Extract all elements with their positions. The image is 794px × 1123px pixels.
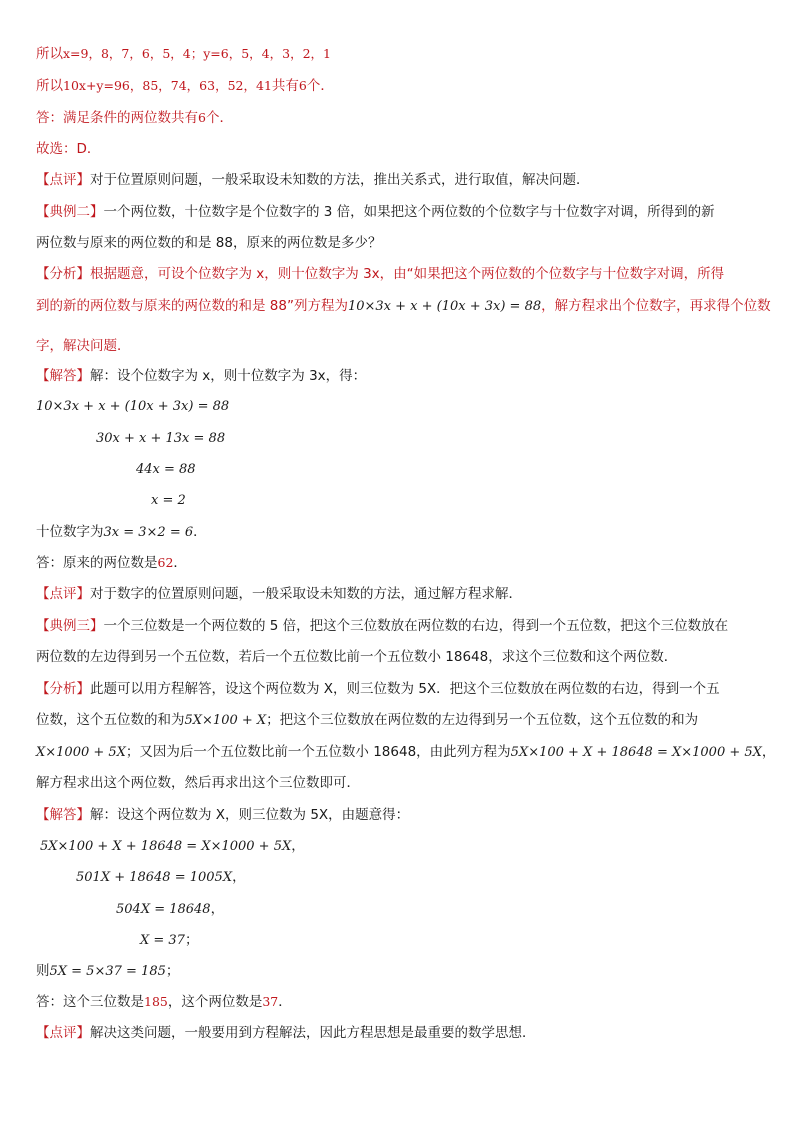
section-tag: 【点评】 <box>36 586 90 602</box>
text: 到的新的两位数与原来的两位数的和是 88”列方程为 <box>36 298 348 314</box>
line-25-solution <box>36 805 764 825</box>
equation: 504X = 18648 <box>116 902 211 917</box>
text: ；把这个三位数放在两位数的左边得到另一个五位数，这个五位数的和为 <box>266 712 699 728</box>
text: 共有 <box>271 78 299 94</box>
line-6-example-2 <box>36 202 764 222</box>
equation: 501X + 18648 = 1005X <box>76 870 233 885</box>
line-18-comment <box>36 584 764 604</box>
text: ； <box>165 963 180 979</box>
text: 答：原来的两位数是 <box>36 555 158 571</box>
text: 解：设个位数字为 x，则十位数字为 3x，得： <box>90 368 367 384</box>
text: 字，解决问题． <box>36 338 131 354</box>
equation-step-2 <box>96 428 764 448</box>
text: 十位数字为 <box>36 524 104 540</box>
line-31-answer <box>36 992 764 1012</box>
text: ． <box>278 994 292 1010</box>
equation-step-1 <box>36 396 764 416</box>
line-10 <box>36 336 764 356</box>
text: 两位数与原来的两位数的和是 88，原来的两位数是多少？ <box>36 235 382 251</box>
count: 6 <box>298 78 307 93</box>
line-30 <box>36 961 764 981</box>
line-7 <box>36 233 764 253</box>
equation: 30x + x + 13x = 88 <box>96 431 226 446</box>
line-23 <box>36 742 776 762</box>
text: 故选：D． <box>36 141 101 157</box>
line-32-comment <box>36 1023 764 1043</box>
line-3-answer <box>36 108 764 128</box>
line-20 <box>36 647 764 667</box>
count: 6 <box>198 110 206 125</box>
equation: 5X×100 + X <box>184 713 267 728</box>
section-tag: 【解答】 <box>36 807 90 823</box>
equation-step-6 <box>76 867 764 887</box>
text: ；又因为后一个五位数比前一个五位数小 18648，由此列方程为 <box>125 744 511 760</box>
section-tag: 【点评】 <box>36 172 90 188</box>
line-2 <box>36 76 764 96</box>
line-21-analysis <box>36 679 764 699</box>
text: 个． <box>306 78 334 94</box>
equation: 10×3x + x + (10x + 3x) = 88 <box>347 299 542 314</box>
values-list: x=9，8，7，6，5，4；y=6，5，4，3，2，1 <box>63 46 331 61</box>
text: ； <box>184 932 199 948</box>
text: 解决这类问题，一般要用到方程解法，因此方程思想是最重要的数学思想． <box>90 1025 536 1041</box>
text: 所以 <box>36 46 63 62</box>
section-tag: 【典例三】 <box>36 618 104 634</box>
line-8-analysis <box>36 264 764 284</box>
line-22 <box>36 710 764 730</box>
equation: 5X×100 + X + 18648 = X×1000 + 5X <box>510 745 762 760</box>
equation: X×1000 + 5X <box>36 745 126 760</box>
answer-value: 62 <box>157 555 174 570</box>
text: 根据题意，可设个位数字为 x，则十位数字为 3x，由“如果把这个两位数的个位数字与十位数字对调，所得 <box>90 266 725 282</box>
section-tag: 【点评】 <box>36 1025 90 1041</box>
equation: X = 37 <box>140 933 185 948</box>
text: 对于数字的位置原则问题，一般采取设未知数的方法，通过解方程求解． <box>90 586 522 602</box>
text: 解方程求出这个两位数，然后再求出这个三位数即可． <box>36 775 360 791</box>
equation: 5X×100 + X + 18648 = X×1000 + 5X <box>40 839 292 854</box>
text: ， <box>291 838 305 854</box>
equation-step-3 <box>136 459 764 479</box>
equation-step-7 <box>116 899 764 919</box>
line-16 <box>36 522 764 542</box>
equation: x = 2 <box>151 493 186 508</box>
text: 两位数的左边得到另一个五位数，若后一个五位数比前一个五位数小 18648，求这个三位数和这个两位数． <box>36 649 678 665</box>
text: 此题可以用方程解答，设这个两位数为 X，则三位数为 5X．把这个三位数放在两位数的右边，得到一个五 <box>90 681 720 697</box>
text: ，这个两位数是 <box>167 994 263 1010</box>
equation-step-8 <box>140 930 764 950</box>
values-list: 10x+y=96，85，74，63，52，41 <box>63 78 272 93</box>
text: ，解方程求出个位数字，再求得个位数 <box>541 298 771 314</box>
line-19-example-3 <box>36 616 764 636</box>
text: 位数，这个五位数的和为 <box>36 712 185 728</box>
text: ． <box>193 524 207 540</box>
answer-value: 37 <box>262 994 279 1009</box>
text: 解：设这个两位数为 X，则三位数为 5X，由题意得： <box>90 807 410 823</box>
text: ， <box>232 869 246 885</box>
line-4-choice <box>36 139 764 159</box>
line-5-comment <box>36 170 764 190</box>
text: ， <box>761 744 776 760</box>
equation: 5X = 5×37 = 185 <box>49 964 166 979</box>
line-11-solution <box>36 366 764 386</box>
equation-step-5 <box>40 836 764 856</box>
equation: 10×3x + x + (10x + 3x) = 88 <box>36 399 230 414</box>
text: 答：这个三位数是 <box>36 994 144 1010</box>
text: ， <box>210 901 225 917</box>
line-24 <box>36 773 764 793</box>
line-1 <box>36 44 764 64</box>
answer-value: 185 <box>144 994 168 1009</box>
text: 一个两位数，十位数字是个位数字的 3 倍，如果把这个两位数的个位数字与十位数字对调，所得到的新 <box>103 204 715 220</box>
text: ． <box>173 555 187 571</box>
section-tag: 【解答】 <box>36 368 90 384</box>
section-tag: 【分析】 <box>36 266 90 282</box>
text: 则 <box>36 963 50 979</box>
text: 对于位置原则问题，一般采取设未知数的方法，推出关系式，进行取值，解决问题． <box>90 172 590 188</box>
equation: 44x = 88 <box>136 462 196 477</box>
equation: 3x = 3×2 = 6 <box>103 525 194 540</box>
text: 所以 <box>36 78 63 94</box>
line-17-answer <box>36 553 764 573</box>
section-tag: 【分析】 <box>36 681 90 697</box>
text: 一个三位数是一个两位数的 5 倍，把这个三位数放在两位数的右边，得到一个五位数，把这个三位数放在 <box>103 618 729 634</box>
line-9 <box>36 296 771 316</box>
section-tag: 【典例二】 <box>36 204 104 220</box>
text: 答：满足条件的两位数共有 <box>36 110 198 126</box>
text: 个． <box>205 110 233 126</box>
equation-step-4 <box>151 490 764 510</box>
